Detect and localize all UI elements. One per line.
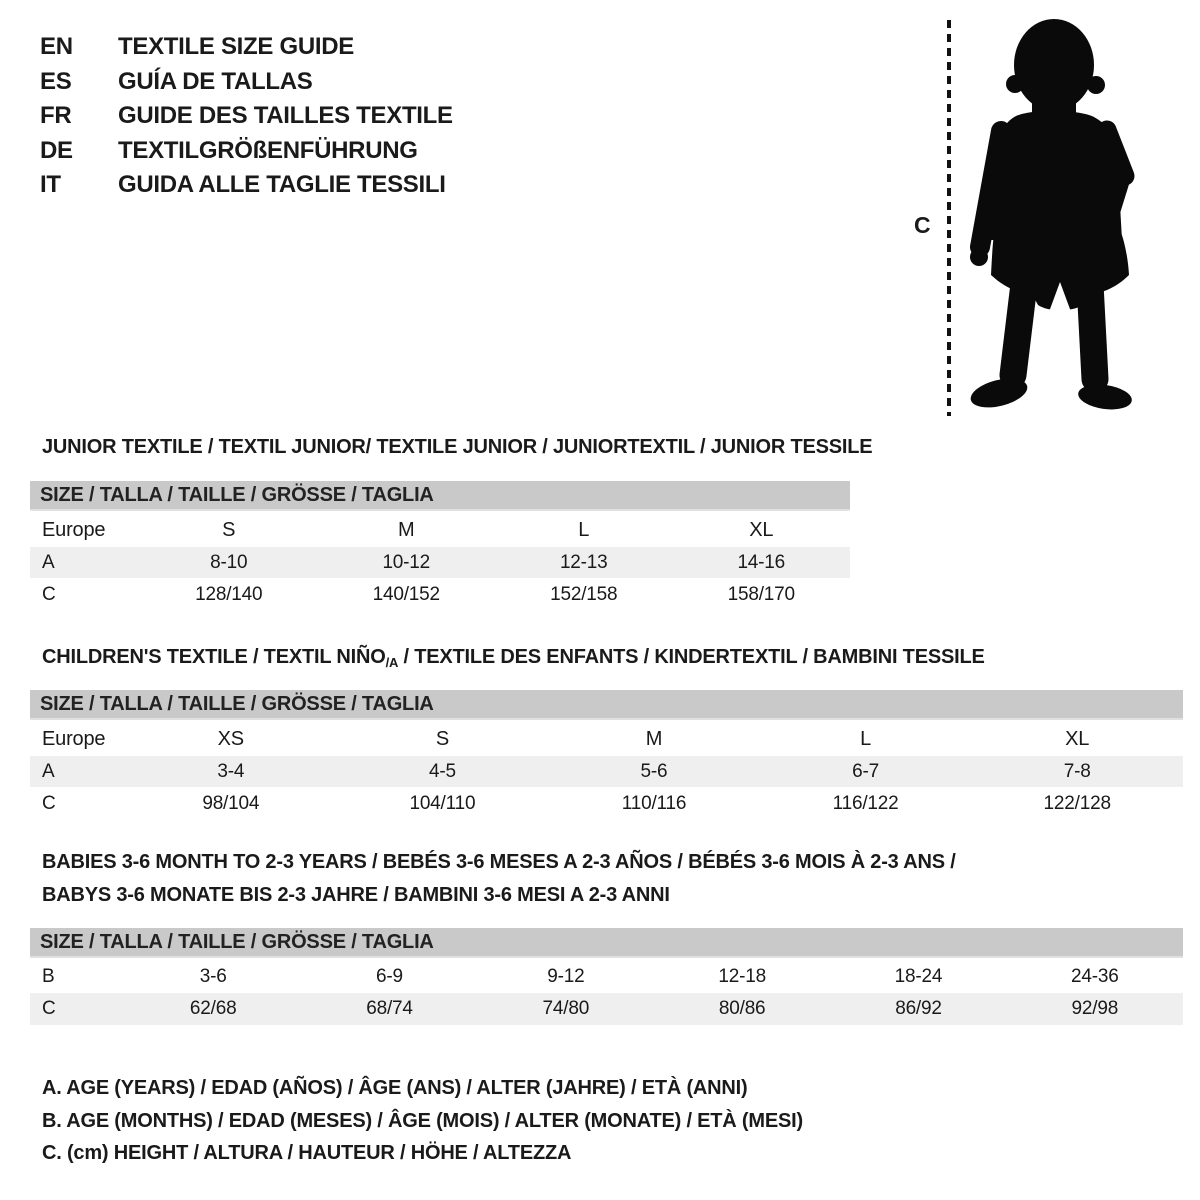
table-cell: 116/122 [832,792,899,814]
language-title: TEXTILGRÖßENFÜHRUNG [118,136,418,164]
language-code: ES [40,67,72,95]
table-cell: 158/170 [727,583,795,605]
language-row [40,30,453,65]
language-code: FR [40,102,72,129]
table-cell: 3-6 [199,965,227,987]
language-row [40,65,453,100]
language-list [40,30,453,203]
language-code: EN [40,33,73,60]
table-cell: 74/80 [542,998,590,1019]
table-cell: 12-18 [718,965,766,987]
table-cell: 14-16 [737,551,786,573]
legend-line-a: A. AGE (YEARS) / EDAD (AÑOS) / ÂGE (ANS) / ALTER (JAHRE) / ETÀ (ANNI) [42,1077,748,1099]
language-title: GUÍA DE TALLAS [118,67,313,95]
table-cell: 8-10 [210,551,248,573]
table-cell: 92/98 [1071,998,1119,1019]
legend [42,1072,803,1170]
size-header-bar: SIZE / TALLA / TAILLE / GRÖSSE / TAGLIA [30,481,850,511]
table-cell: 3-4 [217,760,245,782]
row-label: C [42,792,56,814]
row-label: C [42,583,56,605]
table-cell: 24-36 [1071,965,1119,987]
size-col-header: XL [749,518,774,541]
babies-size-table [30,928,1183,1025]
table-cell: 62/68 [189,998,237,1019]
table-cell: 6-7 [852,760,880,782]
table-cell: 6-9 [376,965,403,987]
junior-section-heading: JUNIOR TEXTILE / TEXTIL JUNIOR/ TEXTILE JUNIOR / JUNIORTEXTIL / JUNIOR TESSILE [42,436,873,458]
table-cell: 68/74 [366,998,413,1019]
table-cell: 12-13 [559,551,608,573]
size-col-header: L [578,518,590,541]
table-cell: 110/116 [621,792,687,814]
children-size-table [30,690,1183,820]
language-title: GUIDA ALLE TAGLIE TESSILI [118,171,446,198]
height-measure-label: C [914,212,931,238]
size-col-header: M [398,518,415,541]
table-cell: 4-5 [428,760,456,782]
size-header-bar: SIZE / TALLA / TAILLE / GRÖSSE / TAGLIA [30,928,1183,958]
table-row-height-cm [30,578,850,611]
table-cell: 5-6 [640,760,668,782]
language-title: TEXTILE SIZE GUIDE [118,33,354,60]
children-heading-subscript: /A [385,655,399,670]
table-cell: 128/140 [195,583,263,605]
table-row-europe [30,513,850,547]
height-measure-dashed-line [947,20,951,416]
table-cell: 140/152 [372,583,440,605]
row-label: A [42,551,55,573]
row-label: A [42,760,55,782]
table-row-age-years [30,547,850,578]
junior-size-table [30,481,850,611]
language-title: GUIDE DES TAILLES TEXTILE [118,102,453,129]
language-row [40,134,453,169]
row-label: Europe [42,518,106,541]
table-cell: 7-8 [1063,760,1091,782]
size-col-header: M [645,727,663,750]
babies-heading-line2: BABYS 3-6 MONATE BIS 2-3 JAHRE / BAMBINI 3-6 MESI A 2-3 ANNI [42,884,670,906]
legend-line-b: B. AGE (MONTHS) / EDAD (MESES) / ÂGE (MOIS) / ALTER (MONATE) / ETÀ (MESI) [42,1109,803,1132]
table-cell: 122/128 [1043,792,1111,814]
language-row [40,168,453,203]
language-code: IT [40,171,61,198]
table-row-height-cm [30,787,1183,820]
baby-silhouette-icon [966,18,1136,413]
language-row [40,99,453,134]
table-cell: 10-12 [382,551,431,573]
size-col-header: XS [217,727,244,750]
table-row-height-cm [30,993,1183,1025]
table-row-age-months [30,960,1183,993]
children-heading-text: CHILDREN'S TEXTILE / TEXTIL NIÑO [42,646,386,668]
children-section-heading [42,646,985,670]
legend-line-c: C. (cm) HEIGHT / ALTURA / HAUTEUR / HÖHE / ALTEZZA [42,1142,572,1164]
babies-heading-line1: BABIES 3-6 MONTH TO 2-3 YEARS / BEBÉS 3-6 MESES A 2-3 AÑOS / BÉBÉS 3-6 MOIS À 2-3 ANS / [42,851,956,873]
table-cell: 9-12 [547,965,585,987]
row-label: B [42,965,55,987]
size-header-bar: SIZE / TALLA / TAILLE / GRÖSSE / TAGLIA [30,690,1183,720]
table-cell: 98/104 [202,792,260,814]
babies-section-heading [42,846,956,912]
row-label: Europe [42,727,106,750]
table-cell: 18-24 [894,965,943,987]
table-cell: 104/110 [409,792,476,814]
children-heading-text: / TEXTILE DES ENFANTS / KINDERTEXTIL / BAMBINI TESSILE [398,646,985,668]
size-col-header: L [860,727,872,750]
table-row-europe [30,722,1183,756]
size-col-header: S [435,727,449,750]
size-col-header: S [222,518,236,541]
table-cell: 80/86 [718,998,766,1019]
table-cell: 152/158 [550,583,618,605]
row-label: C [42,998,56,1019]
table-cell: 86/92 [895,998,942,1019]
table-row-age-years [30,756,1183,787]
size-col-header: XL [1065,727,1090,750]
language-code: DE [40,136,73,164]
